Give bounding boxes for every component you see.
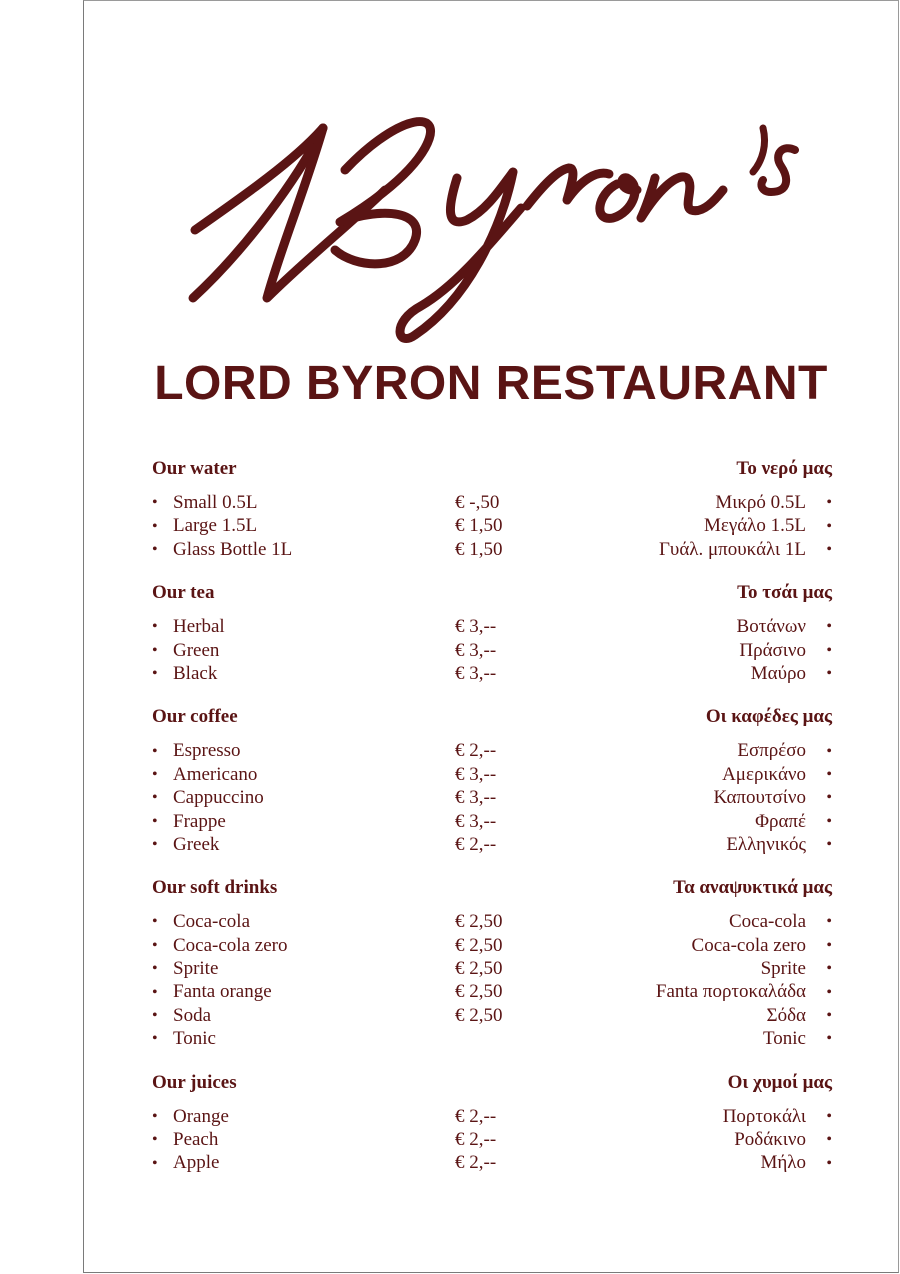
item-price: € 2,-- [455, 1105, 497, 1127]
item-name-en: Tonic [173, 1028, 216, 1050]
menu-item [152, 615, 832, 638]
menu-item [152, 1027, 832, 1050]
item-name-en: Greek [173, 833, 220, 855]
item-name-en: Peach [173, 1129, 219, 1151]
bullet-icon: • [826, 1107, 832, 1125]
menu-section [152, 703, 832, 856]
item-name-gr: Γυάλ. μπουκάλι 1L [658, 538, 806, 560]
bullet-icon: • [826, 1030, 832, 1048]
menu-item [152, 810, 832, 833]
item-name-en: Glass Bottle 1L [173, 538, 293, 560]
section-header [152, 579, 832, 607]
section-title-en: Our tea [152, 582, 215, 604]
bullet-icon: • [826, 836, 832, 854]
bullet-icon: • [826, 936, 832, 954]
item-name-gr: Φραπέ [755, 810, 806, 832]
bullet-icon: • [826, 983, 832, 1001]
item-name-en: Small 0.5L [173, 492, 258, 513]
item-price: € 1,50 [455, 538, 503, 560]
menu-section [152, 455, 832, 561]
item-price: € 3,-- [455, 616, 497, 638]
item-name-en: Apple [173, 1152, 220, 1174]
item-name-en: Herbal [173, 616, 225, 638]
item-name-gr: Ελληνικός [726, 833, 806, 855]
item-name-en: Orange [173, 1105, 229, 1127]
bullet-icon: • [826, 960, 832, 978]
item-price: € 2,-- [455, 1152, 497, 1174]
item-name-gr: Βοτάνων [736, 616, 806, 638]
bullet-icon: • [152, 983, 158, 1001]
menu-item [152, 980, 832, 1003]
item-name-gr: Μικρό 0.5L [715, 492, 806, 513]
section-header [152, 455, 832, 483]
section-title-en: Our juices [152, 1071, 237, 1093]
bullet-icon: • [152, 641, 158, 659]
menu-item [152, 763, 832, 786]
item-name-en: Frappe [173, 810, 226, 832]
menu-item [152, 639, 832, 662]
item-price: € 3,-- [455, 810, 497, 832]
menu-item [152, 662, 832, 685]
bullet-icon: • [826, 812, 832, 830]
item-name-gr: Πράσινο [739, 639, 806, 661]
bullet-icon: • [826, 742, 832, 760]
item-name-en: Soda [173, 1004, 211, 1026]
item-name-gr: Εσπρέσο [737, 740, 806, 762]
menu-list [152, 455, 832, 1193]
bullet-icon: • [826, 1131, 832, 1149]
section-items [152, 491, 832, 561]
restaurant-title: LORD BYRON RESTAURANT [154, 357, 828, 410]
item-name-gr: Coca-cola zero [691, 934, 806, 956]
menu-item [152, 491, 832, 514]
menu-item [152, 1128, 832, 1151]
menu-item [152, 1004, 832, 1027]
item-name-en: Black [173, 662, 218, 684]
bullet-icon: • [152, 789, 158, 807]
item-name-gr: Πορτοκάλι [722, 1105, 806, 1127]
bullet-icon: • [826, 1154, 832, 1172]
item-price: € 2,-- [455, 833, 497, 855]
section-items [152, 1105, 832, 1175]
menu-item [152, 1151, 832, 1174]
section-title-gr: Τα αναψυκτικά μας [673, 877, 832, 899]
bullet-icon: • [152, 1007, 158, 1025]
item-name-en: Large 1.5L [173, 515, 258, 537]
bullet-icon: • [826, 517, 832, 535]
menu-item [152, 910, 832, 933]
bullet-icon: • [152, 960, 158, 978]
section-header [152, 874, 832, 902]
bullet-icon: • [826, 665, 832, 683]
item-price: € 3,-- [455, 787, 497, 809]
menu-item [152, 934, 832, 957]
section-title-en: Our soft drinks [152, 877, 278, 899]
bullet-icon: • [826, 540, 832, 558]
byrons-signature-logo [185, 100, 805, 345]
bullet-icon: • [152, 1154, 158, 1172]
bullet-icon: • [152, 665, 158, 683]
bullet-icon: • [826, 494, 832, 512]
item-name-gr: Μήλο [760, 1152, 806, 1174]
bullet-icon: • [152, 765, 158, 783]
bullet-icon: • [152, 812, 158, 830]
item-price: € 2,50 [455, 934, 503, 956]
item-name-en: Americano [173, 763, 258, 785]
item-price: € 2,-- [455, 1129, 497, 1151]
item-name-en: Cappuccino [173, 787, 264, 809]
item-name-gr: Sprite [760, 958, 806, 980]
item-name-en: Fanta orange [173, 981, 272, 1003]
item-price: € 3,-- [455, 662, 497, 684]
section-items [152, 910, 832, 1050]
item-name-gr: Coca-cola [728, 911, 806, 933]
item-name-en: Sprite [173, 958, 219, 980]
item-price: € 1,50 [455, 515, 503, 537]
item-price: € 2,50 [455, 1004, 503, 1026]
bullet-icon: • [152, 1030, 158, 1048]
bullet-icon: • [152, 936, 158, 954]
menu-item [152, 957, 832, 980]
item-name-en: Coca-cola [173, 911, 251, 933]
item-name-gr: Σόδα [766, 1004, 806, 1026]
bullet-icon: • [152, 1107, 158, 1125]
section-title-en: Our coffee [152, 706, 238, 728]
menu-item [152, 833, 832, 856]
menu-item [152, 739, 832, 762]
item-name-gr: Fanta πορτοκαλάδα [655, 981, 806, 1003]
item-name-gr: Μεγάλο 1.5L [703, 515, 806, 537]
section-items [152, 615, 832, 685]
section-header [152, 1069, 832, 1097]
bullet-icon: • [826, 1007, 832, 1025]
menu-item [152, 1105, 832, 1128]
item-name-en: Green [173, 639, 220, 661]
bullet-icon: • [826, 641, 832, 659]
item-price: € 2,50 [455, 981, 503, 1003]
bullet-icon: • [826, 913, 832, 931]
bullet-icon: • [152, 742, 158, 760]
menu-item [152, 538, 832, 561]
section-title-gr: Οι χυμοί μας [727, 1071, 832, 1093]
bullet-icon: • [826, 618, 832, 636]
bullet-icon: • [152, 836, 158, 854]
item-name-gr: Καπουτσίνο [713, 787, 806, 809]
item-name-en: Espresso [173, 740, 241, 762]
item-price: € 2,-- [455, 740, 497, 762]
bullet-icon: • [152, 913, 158, 931]
item-price: € 2,50 [455, 958, 503, 980]
section-title-gr: Οι καφέδες μας [705, 706, 832, 728]
bullet-icon: • [152, 540, 158, 558]
menu-section [152, 579, 832, 685]
menu-section [152, 874, 832, 1050]
bullet-icon: • [152, 1131, 158, 1149]
item-name-gr: Μαύρο [750, 662, 806, 684]
menu-section [152, 1069, 832, 1175]
item-name-gr: Αμερικάνο [722, 763, 806, 785]
item-name-gr: Ροδάκινο [734, 1129, 806, 1151]
section-title-gr: Το τσάι μας [737, 582, 832, 604]
menu-item [152, 786, 832, 809]
item-name-gr: Tonic [763, 1028, 806, 1050]
section-items [152, 739, 832, 856]
section-title-en: Our water [152, 458, 237, 479]
bullet-icon: • [826, 789, 832, 807]
item-price: € 2,50 [455, 911, 503, 933]
section-header [152, 703, 832, 731]
item-price: € 3,-- [455, 763, 497, 785]
bullet-icon: • [826, 765, 832, 783]
item-price: € 3,-- [455, 639, 497, 661]
item-price: € -,50 [455, 492, 500, 513]
bullet-icon: • [152, 618, 158, 636]
item-name-en: Coca-cola zero [173, 934, 288, 956]
bullet-icon: • [152, 494, 158, 512]
bullet-icon: • [152, 517, 158, 535]
section-title-gr: Το νερό μας [736, 458, 832, 479]
menu-item [152, 514, 832, 537]
